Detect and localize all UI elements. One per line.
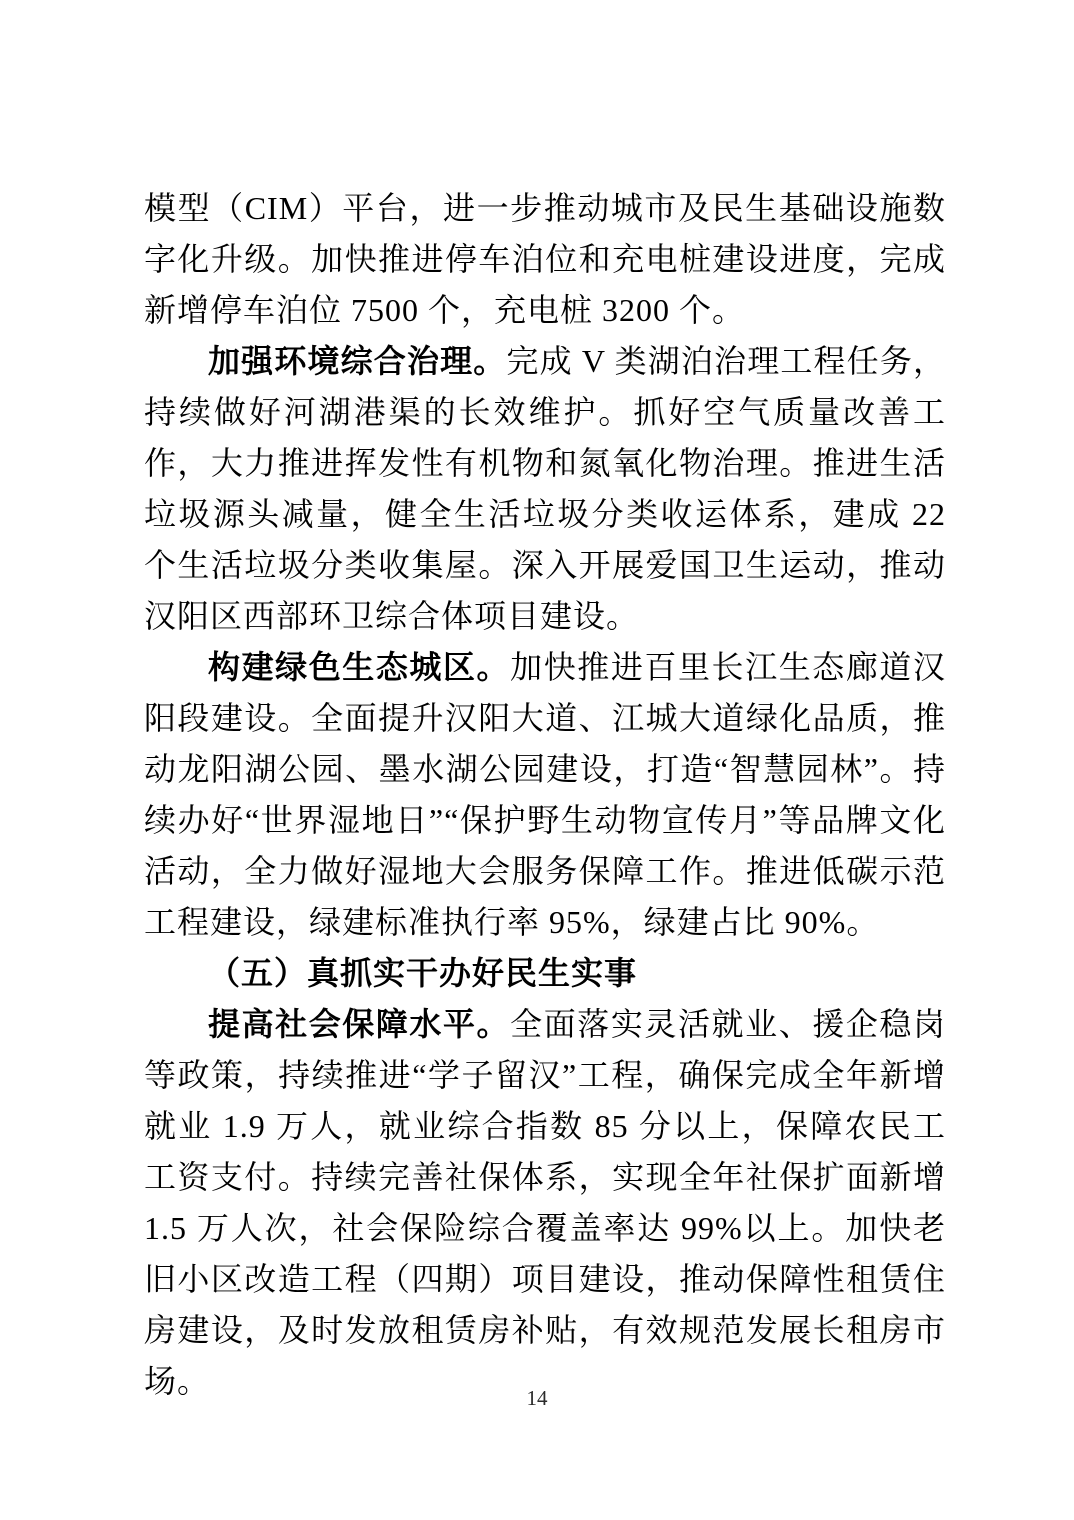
page-number: 14 [526,1386,548,1410]
paragraph-lead: 加强环境综合治理。 [208,343,507,379]
paragraph-green-ecology [144,642,946,948]
paragraph-social-security [144,999,946,1407]
paragraph-text: 模型（CIM）平台，进一步推动城市及民生基础设施数字化升级。加快推进停车泊位和充电桩建设进度，完成新增停车泊位 7500 个，充电桩 3200 个。 [144,190,946,328]
paragraph-continuation [144,183,946,336]
document-body [144,183,946,1407]
paragraph-text: 全面落实灵活就业、援企稳岗等政策，持续推进“学子留汉”工程，确保完成全年新增就业 1.9 万人，就业综合指数 85 分以上，保障农民工工资支付。持续完善社保体系，实现全年社保扩面新增 1.5 万人次，社会保险综合覆盖率达 99%以上。加快老旧小区改造工程（四期）项目建设，推动保障性租赁住房建设，及时发放租赁房补贴，有效规范发展长租房市场。 [144,1006,946,1399]
paragraph-lead: 构建绿色生态城区。 [208,649,511,685]
paragraph-lead: 提高社会保障水平。 [208,1006,511,1042]
paragraph-text: 加快推进百里长江生态廊道汉阳段建设。全面提升汉阳大道、江城大道绿化品质，推动龙阳湖公园、墨水湖公园建设，打造“智慧园林”。持续办好“世界湿地日”“保护野生动物宣传月”等品牌文化活动，全力做好湿地大会服务保障工作。推进低碳示范工程建设，绿建标准执行率 95%，绿建占比 90%。 [144,649,946,940]
section-heading-text: （五）真抓实干办好民生实事 [208,955,638,991]
section-heading [144,948,946,999]
paragraph-text: 完成 V 类湖泊治理工程任务，持续做好河湖港渠的长效维护。抓好空气质量改善工作，大力推进挥发性有机物和氮氧化物治理。推进生活垃圾源头减量，健全生活垃圾分类收运体系，建成 22 个生活垃圾分类收集屋。深入开展爱国卫生运动，推动汉阳区西部环卫综合体项目建设。 [144,343,946,634]
paragraph-environment-governance [144,336,946,642]
page-footer [0,1384,1074,1412]
